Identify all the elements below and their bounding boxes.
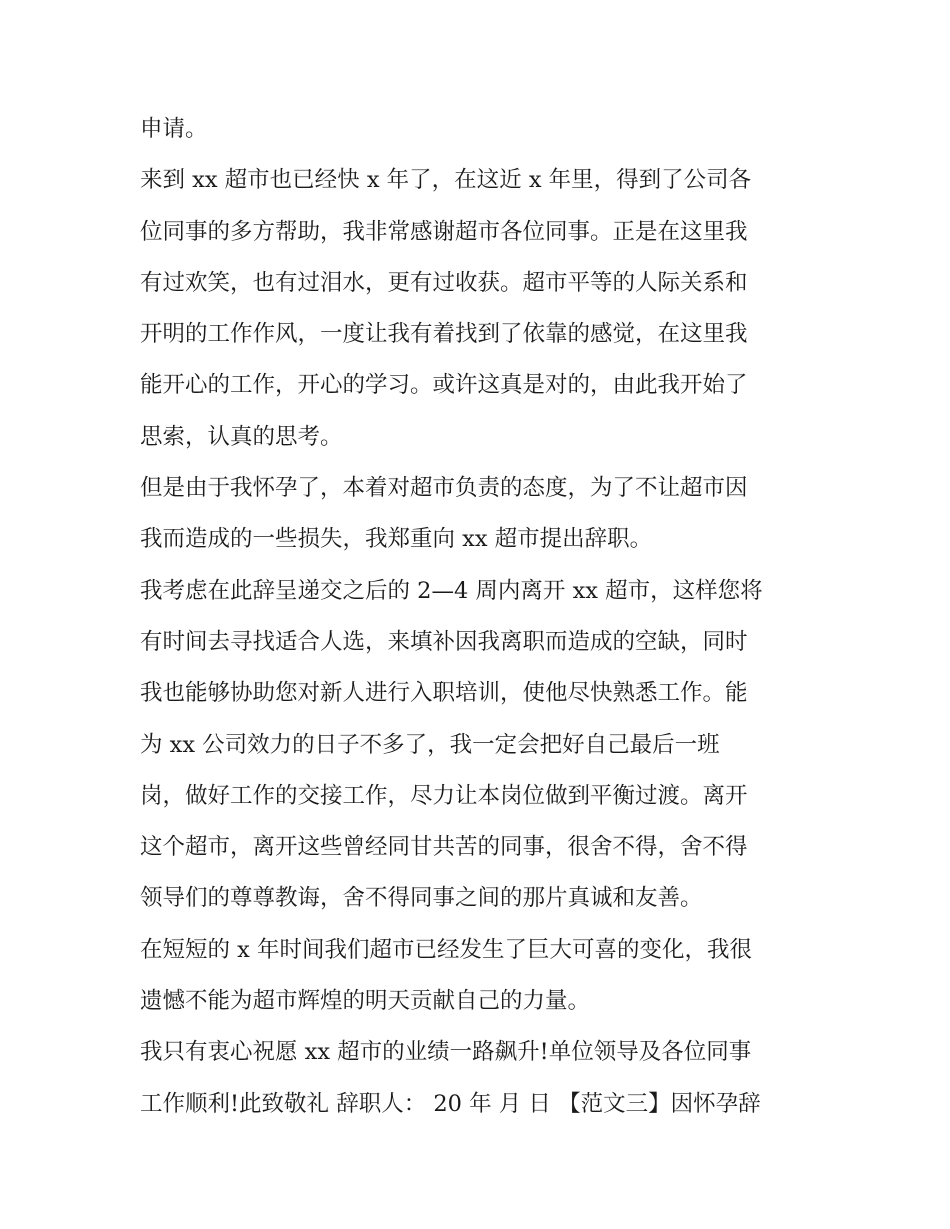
text-line: 在短短的 x 年时间我们超市已经发生了巨大可喜的变化，我很 [140, 936, 752, 963]
text-line: 开明的工作作风，一度让我有着找到了依靠的感觉，在这里我 [140, 321, 748, 348]
text-line: 能开心的工作，开心的学习。或许这真是对的，由此我开始了 [140, 372, 748, 399]
text-line: 我考虑在此辞呈递交之后的 2—4 周内离开 xx 超市，这样您将 [140, 577, 763, 604]
text-line: 有过欢笑，也有过泪水，更有过收获。超市平等的人际关系和 [140, 269, 748, 296]
text-line: 遗憾不能为超市辉煌的明天贡献自己的力量。 [140, 988, 591, 1015]
text-line: 但是由于我怀孕了，本着对超市负责的态度，为了不让超市因 [140, 475, 748, 502]
text-line: 思索，认真的思考。 [140, 423, 343, 450]
text-line: 我只有衷心祝愿 xx 超市的业绩一路飙升!单位领导及各位同事 [140, 1039, 752, 1066]
text-line: 我而造成的一些损失，我郑重向 xx 超市提出辞职。 [140, 526, 653, 553]
text-line: 位同事的多方帮助，我非常感谢超市各位同事。正是在这里我 [140, 218, 748, 245]
text-line: 为 xx 公司效力的日子不多了，我一定会把好自己最后一班 [140, 731, 720, 758]
text-line: 申请。 [140, 116, 208, 142]
text-line: 领导们的尊尊教诲，舍不得同事之间的那片真诚和友善。 [140, 885, 703, 912]
text-line: 这个超市，离开这些曾经同甘共苦的同事，很舍不得，舍不得 [140, 834, 748, 861]
text-line: 来到 xx 超市也已经快 x 年了，在这近 x 年里，得到了公司各 [140, 167, 752, 194]
document-body [140, 104, 820, 1130]
text-line: 岗，做好工作的交接工作，尽力让本岗位做到平衡过渡。离开 [140, 782, 748, 809]
text-line: 我也能够协助您对新人进行入职培训，使他尽快熟悉工作。能 [140, 680, 748, 707]
text-line: 工作顺利!此致敬礼 辞职人： 20 年 月 日 【范文三】因怀孕辞 [140, 1090, 761, 1117]
text-line: 有时间去寻找适合人选，来填补因我离职而造成的空缺，同时 [140, 628, 748, 655]
